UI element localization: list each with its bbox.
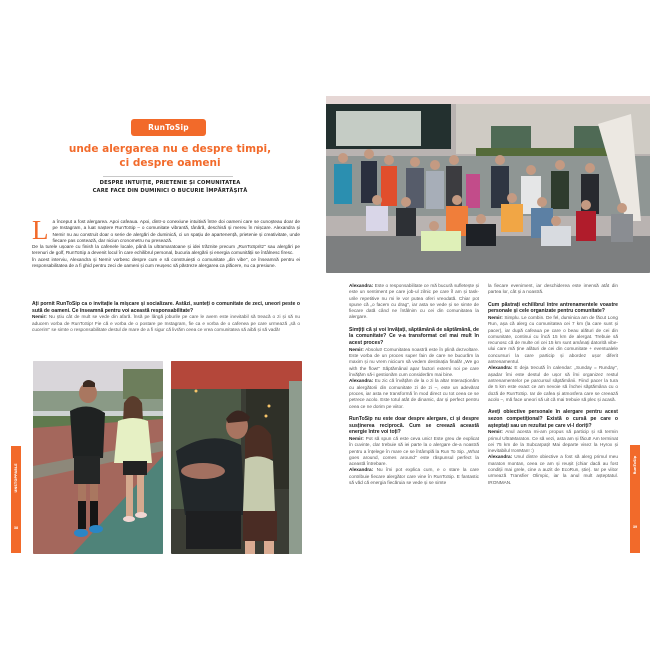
interview-answer: Nemir: Nu știu cât de mult se vede din afară. Însă pe lângă joburile pe care le avem este inevitabil să treacă o zi și să nu aducem vorba de RunToSip! Fie că e vorba de o postare pe Instagram, fie ca e vorba de o cafenea pe care urmează „să o cucerim" se simte o responsabilitate destul de mare de a fi sigur că livrăm ceea ce vrea comunitatea să aibă și să vadă!	[32, 314, 300, 332]
cafe-photo	[171, 361, 302, 554]
speaker-name: Nemir:	[32, 314, 47, 320]
publication-name: UNSTOPPABLE	[14, 463, 18, 493]
subtitle-line-2: CARE FACE DIN DUMINICI O BUCURIE ÎMPĂRTĂȘITĂ	[92, 187, 248, 194]
interview-question: RunToSip nu este doar despre alergare, ci și despre susținerea reciprocă. Cum se creează această energie între voi toți?	[349, 415, 479, 436]
page-number: 38	[13, 526, 19, 530]
headline-divider	[103, 176, 233, 177]
interview-question: Ați pornit RunToSip ca o invitație la mișcare și socializare. Astăzi, sunteți o comunitate de zeci, uneori peste o sută de oameni. Ce înseamnă pentru voi această responsabilitate?	[32, 301, 300, 314]
left-page-side-tab	[11, 446, 21, 553]
interview-question: Cum păstrați echilibrul între antrenamentele voastre personale și cele organizate pentru comunitate?	[488, 301, 618, 315]
headline-line-1: unde alergarea nu e despre timpi,	[68, 143, 272, 155]
page-number: 39	[632, 525, 638, 529]
drop-cap: L	[32, 215, 49, 245]
subtitle-line-1: DESPRE INTUIȚIE, PRIETENIE ȘI COMUNITATEA	[99, 180, 241, 186]
track-photo	[33, 361, 163, 554]
right-page-side-tab	[630, 445, 640, 553]
interview-answer: Alexandra: E deja trecută în calendar: „Sunday = Runday", așadar îmi este destul de ușor să îmi organizez restul antrenamentelor pe parcursul săptămânii. Fiind pacer la tura de 5 km este exact ce am nevoie să închei săptămâna cu o doză de RunToSip. Iar de cafea și atmosfera care se creează acolo –, mă face uneori să uit că mai trebuie să plec și acasă.	[488, 365, 618, 402]
right-page-column-2	[488, 283, 618, 486]
interview-answer: Nemir: Pot să spun că este ceva unic! Este greu de explicat în cuvinte, clar trebuie să iei parte la o alergare de-a noastră pentru a înțelege în mare ce se întâmplă la Run To Sip. „What goes around, comes around" este răspunsul perfect la această întrebare.	[349, 435, 479, 467]
interview-answer: Alexandra: Nu îmi pot explica cum, e o stare la care contribuie fiecare alergător care vine în RunToSip. E fantastic să văd că energia fiecăruia se vede și se simte	[349, 467, 479, 486]
group-photo	[326, 96, 650, 273]
interview-answer: Alexandra: Unul dintre obiective a fost să alerg primul meu maraton montan, ceea ce am și reușit (chiar dacă au fost condiții mai grele, cine a auzit de EcoRun, știe). Iar pe viitor urmează Transfier Olimpic, iar la anul mult așteptatul. IRONMAN.	[488, 454, 618, 485]
intro-paragraph-1: a început a fost alergarea. Apoi cafeaua. Apoi, dintr-o conexiune intuitivă între doi oameni care se cunoșteau doar de pe Instagram, a luat naștere RunToSip – o comunitate vibrantă, tânără, deschisă și mereu în mișcare. Alexandra și Nemir nu au construit doar o serie de alergări de duminică, ci un spațiu de apartenență, prietenie și creativitate, unde fiecare pas contează, dar niciun cronometru nu presează.	[52, 219, 300, 243]
qa-block-1	[32, 301, 300, 333]
article-subtitle	[40, 180, 300, 195]
article-intro	[32, 215, 300, 269]
section-name: RunToSip	[633, 455, 637, 475]
interview-question: Aveți obiective personale în alergare pentru acest sezon competițional? Există o cursă pe care o așteptați sau un rezultat pe care vi-l doriți?	[488, 409, 618, 429]
interview-answer: Nemir: Simplu. Le combin. De fel, duminica am de făcut Long Run, așa că alerg cu comunitatea cei 7 km (la care sunt și pacer), iar după cafeaua pe care o beau alături de cei din comunitate, continui cu încă 15 km de alergat. Trebuie să recunosc că de multe ori cei 15 km sunt amânați datorită vibe-ului care mă ține alături de cei din comunitate + eventualele concursuri la care particip și abordez ușor diferit antrenamentul.	[488, 315, 618, 365]
interview-answer: Alexandra: Este o responsabilitate ce mă bucură sufletește și este un sentiment pe care job-ul zilnic pe care îl am și task-urile repetitive nu mi le vor putea oferi vreodată. Chiar pot spune că „o facem cu drag", iar asta se vede și se simte de fiecare dată când ne întâlnim cu cei din comunitatea la alergare.	[349, 283, 479, 320]
interview-answer: Alexandra: Eu zic că învățăm de la o zi la alta! Interacționăm cu alergătorii din comunitate zi de zi –, este un adevărat proces, iar asta ne transformă în mod direct cu tot ceea ce se petrece acolo. Este totul atât de dinamic, dar și perfect pentru ceea ce ne dorim pe viitor.	[349, 378, 479, 409]
right-page-column-1	[349, 283, 479, 486]
interview-question: Simțiți că și voi învățați, săptămână de săptămână, de la comunitate? Ce v-a transformat cel mai mult în acest proces?	[349, 326, 479, 347]
intro-paragraph-2: De la turele ușoare cu finish la cafenele locale, până la ultramaratoane și idei trăznite precum „RunToSpritz" sau alergări pe terenuri de golf, RunToSip a devenit locul în care echilibrul personal, bucuria alergării și energia comunității se întâlnesc firesc.	[32, 244, 300, 256]
headline-line-2: ci despre oameni	[119, 156, 221, 169]
interview-answer: Nemir: Absolut! Comunitatea noastră este în plină dezvoltare. Este vorba de un proces super fain de care ne bucurăm la maxim și nu vrem nicicum să vedem destinația finală! „We go with the flow!" Săptămânal apar factori externi noi pe care învățăm să-i gestionăm cum considerăm mai bine.	[349, 346, 479, 378]
continued-text: la fiecare eveniment, iar deschiderea este imensă atât din partea lor, cât și a noastră.	[488, 283, 618, 295]
article-headline	[40, 143, 300, 170]
interview-answer: Nemir: Anul acesta mi-am propus să particip și să termin primul UltraMaraton. Ce să vezi, asta am și făcut! Am terminat cei 75 km de la Subcarpați! Mai departe visez la Hyrox și inevitabilul IronMan! :)	[488, 429, 618, 454]
intro-paragraph-3: În acest interviu, Alexandra și Nemir vorbesc despre cum e să construiești o comunitate „din vibe", ce înseamnă pentru ei responsabilitatea de a fi ghid pentru zeci de oameni și cum reușesc să păstreze alergarea ca plăcere, nu ca presiune.	[32, 256, 300, 269]
section-tag: RunToSip	[131, 119, 206, 136]
